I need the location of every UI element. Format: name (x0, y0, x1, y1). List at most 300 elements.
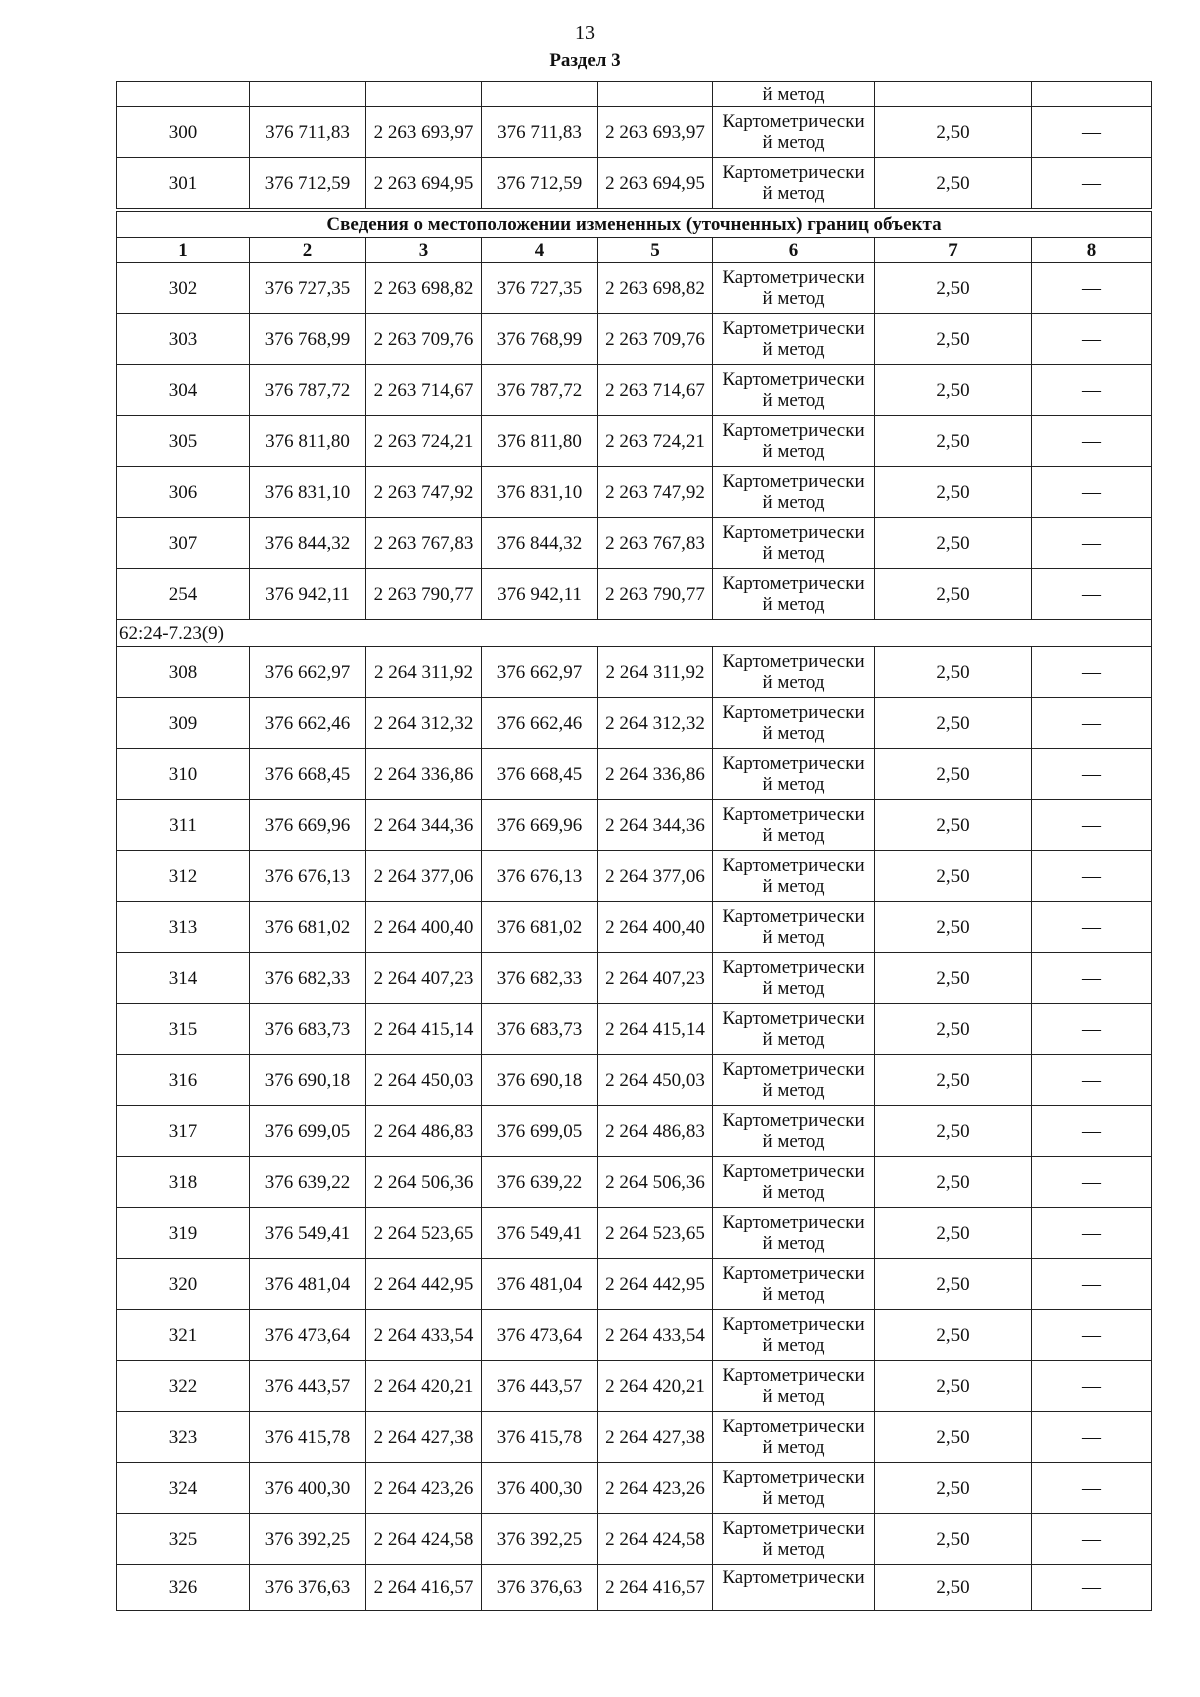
method-cell (713, 467, 875, 518)
coord-y-existing-cell: 2 263 747,92 (366, 467, 482, 518)
accuracy-cell: 2,50 (875, 647, 1032, 698)
method-line-1: Картометрически (722, 1518, 865, 1539)
page-number: 13 (575, 22, 595, 44)
coord-y-existing-cell: 2 263 698,82 (366, 263, 482, 314)
method-cell (713, 1565, 875, 1611)
point-number-cell: 326 (117, 1565, 250, 1611)
coord-x-existing-cell: 376 392,25 (250, 1514, 366, 1565)
column-number-cell: 7 (875, 238, 1032, 263)
table-row (117, 314, 1152, 365)
dash-cell: — (1032, 1208, 1152, 1259)
method-line-2: й метод (762, 1437, 825, 1458)
dash-cell: — (1032, 518, 1152, 569)
column-number-cell: 5 (598, 238, 713, 263)
accuracy-cell: 2,50 (875, 467, 1032, 518)
coord-y-new-cell: 2 264 486,83 (598, 1106, 713, 1157)
accuracy-cell: 2,50 (875, 416, 1032, 467)
table-row (117, 902, 1152, 953)
coord-x-new-cell: 376 768,99 (482, 314, 598, 365)
coord-x-new-cell: 376 681,02 (482, 902, 598, 953)
accuracy-cell: 2,50 (875, 1208, 1032, 1259)
accuracy-cell: 2,50 (875, 698, 1032, 749)
coord-x-existing-cell: 376 831,10 (250, 467, 366, 518)
accuracy-cell: 2,50 (875, 1412, 1032, 1463)
method-line-1: Картометрически (722, 702, 865, 723)
method-line-2: й метод (762, 1131, 825, 1152)
coord-y-new-cell: 2 264 400,40 (598, 902, 713, 953)
point-number-cell: 302 (117, 263, 250, 314)
coord-x-new-cell: 376 727,35 (482, 263, 598, 314)
method-line-2: й метод (762, 339, 825, 360)
method-cell (713, 1004, 875, 1055)
coord-x-new-cell: 376 549,41 (482, 1208, 598, 1259)
method-cell (713, 800, 875, 851)
method-line-1: Картометрически (722, 1110, 865, 1131)
coord-x-existing-cell: 376 481,04 (250, 1259, 366, 1310)
accuracy-cell: 2,50 (875, 1361, 1032, 1412)
dash-cell: — (1032, 1565, 1152, 1611)
table-row (117, 107, 1152, 158)
coord-x-new-cell: 376 676,13 (482, 851, 598, 902)
section-header-cell: Сведения о местоположении измененных (уточненных) границ объекта (117, 210, 1152, 238)
coord-x-existing-cell: 376 682,33 (250, 953, 366, 1004)
method-cell (713, 1259, 875, 1310)
coord-x-existing-cell: 376 639,22 (250, 1157, 366, 1208)
method-line-1: Картометрически (722, 651, 865, 672)
table-row (117, 1565, 1152, 1611)
coord-y-existing-cell: 2 263 694,95 (366, 158, 482, 211)
coord-y-new-cell: 2 264 415,14 (598, 1004, 713, 1055)
column-number-cell: 2 (250, 238, 366, 263)
coord-x-existing-cell: 376 662,46 (250, 698, 366, 749)
coord-y-existing-cell: 2 263 767,83 (366, 518, 482, 569)
coord-y-new-cell: 2 263 790,77 (598, 569, 713, 620)
accuracy-cell: 2,50 (875, 1004, 1032, 1055)
accuracy-cell: 2,50 (875, 1514, 1032, 1565)
coord-x-existing-cell: 376 376,63 (250, 1565, 366, 1611)
accuracy-cell: 2,50 (875, 1106, 1032, 1157)
method-line-2: й метод (762, 543, 825, 564)
method-line-1: Картометрически (722, 573, 865, 594)
coord-x-existing-cell: 376 681,02 (250, 902, 366, 953)
coord-y-new-cell: 2 263 693,97 (598, 107, 713, 158)
section-title: Раздел 3 (549, 50, 621, 71)
method-line-1: Картометрически (722, 855, 865, 876)
point-number-cell: 313 (117, 902, 250, 953)
coord-y-new-cell: 2 263 747,92 (598, 467, 713, 518)
coord-x-existing-cell: 376 473,64 (250, 1310, 366, 1361)
table-row (117, 158, 1152, 211)
dash-cell: — (1032, 569, 1152, 620)
point-number-cell: 309 (117, 698, 250, 749)
dash-cell: — (1032, 263, 1152, 314)
point-number-cell: 307 (117, 518, 250, 569)
dash-cell: — (1032, 953, 1152, 1004)
accuracy-cell: 2,50 (875, 1259, 1032, 1310)
point-number-cell: 306 (117, 467, 250, 518)
method-cell (713, 158, 875, 211)
coord-x-existing-cell: 376 844,32 (250, 518, 366, 569)
method-line-2: й метод (762, 390, 825, 411)
method-line-2: й метод (762, 1182, 825, 1203)
point-number-cell: 325 (117, 1514, 250, 1565)
accuracy-cell: 2,50 (875, 953, 1032, 1004)
method-line-2: й метод (762, 441, 825, 462)
column-number-cell: 3 (366, 238, 482, 263)
table-row (117, 1208, 1152, 1259)
coord-x-new-cell: 376 712,59 (482, 158, 598, 211)
continuation-row (117, 82, 1152, 107)
point-number-cell: 318 (117, 1157, 250, 1208)
table-row (117, 1259, 1152, 1310)
coord-y-existing-cell: 2 263 709,76 (366, 314, 482, 365)
coord-x-new-cell: 376 662,97 (482, 647, 598, 698)
coord-x-existing-cell: 376 443,57 (250, 1361, 366, 1412)
coord-y-new-cell: 2 264 336,86 (598, 749, 713, 800)
coord-x-new-cell: 376 639,22 (482, 1157, 598, 1208)
method-line-1: Картометрически (722, 267, 865, 288)
dash-cell: — (1032, 647, 1152, 698)
table-row (117, 518, 1152, 569)
point-number-cell: 314 (117, 953, 250, 1004)
method-line-1: Картометрически (722, 111, 865, 132)
coord-y-existing-cell: 2 264 336,86 (366, 749, 482, 800)
coord-x-existing-cell: 376 683,73 (250, 1004, 366, 1055)
group-label-row (117, 620, 1152, 647)
coord-y-existing-cell: 2 263 714,67 (366, 365, 482, 416)
table-row (117, 467, 1152, 518)
coord-x-existing-cell: 376 942,11 (250, 569, 366, 620)
coord-x-existing-cell: 376 549,41 (250, 1208, 366, 1259)
accuracy-cell: 2,50 (875, 1157, 1032, 1208)
table-row (117, 1055, 1152, 1106)
coord-y-new-cell: 2 264 423,26 (598, 1463, 713, 1514)
coord-x-new-cell: 376 699,05 (482, 1106, 598, 1157)
method-line-2: й метод (762, 1080, 825, 1101)
method-line-1: Картометрически (722, 369, 865, 390)
coord-y-existing-cell: 2 264 450,03 (366, 1055, 482, 1106)
empty-cell (117, 82, 250, 107)
method-cell (713, 1463, 875, 1514)
accuracy-cell: 2,50 (875, 851, 1032, 902)
method-line-1: Картометрически (722, 957, 865, 978)
table-row (117, 1310, 1152, 1361)
coord-y-new-cell: 2 264 344,36 (598, 800, 713, 851)
point-number-cell: 320 (117, 1259, 250, 1310)
coord-y-existing-cell: 2 264 377,06 (366, 851, 482, 902)
coord-x-new-cell: 376 831,10 (482, 467, 598, 518)
method-cell (713, 1361, 875, 1412)
coord-y-existing-cell: 2 264 400,40 (366, 902, 482, 953)
dash-cell: — (1032, 416, 1152, 467)
method-line-2: й метод (762, 672, 825, 693)
point-number-cell: 311 (117, 800, 250, 851)
column-number-row (117, 238, 1152, 263)
dash-cell: — (1032, 107, 1152, 158)
coord-x-existing-cell: 376 787,72 (250, 365, 366, 416)
method-line-2: й метод (762, 288, 825, 309)
method-cell (713, 851, 875, 902)
method-cell (713, 1157, 875, 1208)
dash-cell: — (1032, 1463, 1152, 1514)
point-number-cell: 323 (117, 1412, 250, 1463)
coord-x-new-cell: 376 668,45 (482, 749, 598, 800)
accuracy-cell: 2,50 (875, 314, 1032, 365)
coord-x-existing-cell: 376 415,78 (250, 1412, 366, 1463)
coord-y-new-cell: 2 263 714,67 (598, 365, 713, 416)
coord-y-new-cell: 2 263 698,82 (598, 263, 713, 314)
table-row (117, 851, 1152, 902)
coord-x-new-cell: 376 669,96 (482, 800, 598, 851)
coord-x-existing-cell: 376 711,83 (250, 107, 366, 158)
point-number-cell: 301 (117, 158, 250, 211)
column-number-cell: 8 (1032, 238, 1152, 263)
coord-y-new-cell: 2 264 416,57 (598, 1565, 713, 1611)
dash-cell: — (1032, 314, 1152, 365)
empty-cell (250, 82, 366, 107)
coord-y-new-cell: 2 264 407,23 (598, 953, 713, 1004)
accuracy-cell: 2,50 (875, 1310, 1032, 1361)
table-row (117, 1412, 1152, 1463)
accuracy-cell: 2,50 (875, 263, 1032, 314)
method-line-2: й метод (762, 1488, 825, 1509)
method-line-2: й метод (762, 492, 825, 513)
point-number-cell: 303 (117, 314, 250, 365)
column-number-cell: 1 (117, 238, 250, 263)
accuracy-cell: 2,50 (875, 1565, 1032, 1611)
coord-y-new-cell: 2 263 724,21 (598, 416, 713, 467)
accuracy-cell: 2,50 (875, 365, 1032, 416)
coordinates-table-body (117, 82, 1152, 1611)
method-cell (713, 1208, 875, 1259)
coord-y-new-cell: 2 263 694,95 (598, 158, 713, 211)
coord-x-new-cell: 376 711,83 (482, 107, 598, 158)
coord-y-new-cell: 2 264 523,65 (598, 1208, 713, 1259)
coord-x-existing-cell: 376 811,80 (250, 416, 366, 467)
coord-y-new-cell: 2 263 709,76 (598, 314, 713, 365)
coord-x-new-cell: 376 942,11 (482, 569, 598, 620)
method-cell (713, 902, 875, 953)
table-row (117, 1361, 1152, 1412)
coord-y-existing-cell: 2 264 312,32 (366, 698, 482, 749)
empty-cell (482, 82, 598, 107)
coord-x-existing-cell: 376 668,45 (250, 749, 366, 800)
point-number-cell: 300 (117, 107, 250, 158)
method-line-2: й метод (762, 1539, 825, 1560)
coord-y-new-cell: 2 264 311,92 (598, 647, 713, 698)
coord-x-new-cell: 376 682,33 (482, 953, 598, 1004)
method-line-1: Картометрически (722, 906, 865, 927)
method-cell (713, 314, 875, 365)
coord-y-existing-cell: 2 264 416,57 (366, 1565, 482, 1611)
coord-x-new-cell: 376 392,25 (482, 1514, 598, 1565)
coord-x-new-cell: 376 690,18 (482, 1055, 598, 1106)
accuracy-cell: 2,50 (875, 107, 1032, 158)
coord-x-new-cell: 376 481,04 (482, 1259, 598, 1310)
method-cell (713, 1310, 875, 1361)
method-line-2: й метод (762, 132, 825, 153)
coord-x-existing-cell: 376 676,13 (250, 851, 366, 902)
method-line-1: Картометрически (722, 1161, 865, 1182)
accuracy-cell: 2,50 (875, 569, 1032, 620)
method-cell (713, 749, 875, 800)
accuracy-cell: 2,50 (875, 1055, 1032, 1106)
dash-cell: — (1032, 851, 1152, 902)
method-cell (713, 569, 875, 620)
method-cell (713, 1514, 875, 1565)
dash-cell: — (1032, 749, 1152, 800)
table-row (117, 1463, 1152, 1514)
method-line-2: й метод (762, 723, 825, 744)
accuracy-cell: 2,50 (875, 518, 1032, 569)
method-line-1: Картометрически (722, 1314, 865, 1335)
method-line-1: Картометрически (722, 522, 865, 543)
coord-y-existing-cell: 2 264 506,36 (366, 1157, 482, 1208)
method-line-1: Картометрически (722, 1416, 865, 1437)
coord-x-new-cell: 376 683,73 (482, 1004, 598, 1055)
table-row (117, 1004, 1152, 1055)
method-line-2: й метод (762, 594, 825, 615)
dash-cell: — (1032, 1259, 1152, 1310)
coord-y-existing-cell: 2 264 523,65 (366, 1208, 482, 1259)
coord-y-existing-cell: 2 264 433,54 (366, 1310, 482, 1361)
table-row (117, 1157, 1152, 1208)
coord-x-existing-cell: 376 727,35 (250, 263, 366, 314)
point-number-cell: 322 (117, 1361, 250, 1412)
coord-y-existing-cell: 2 264 423,26 (366, 1463, 482, 1514)
coord-y-existing-cell: 2 264 311,92 (366, 647, 482, 698)
point-number-cell: 319 (117, 1208, 250, 1259)
coord-y-existing-cell: 2 264 442,95 (366, 1259, 482, 1310)
coord-y-existing-cell: 2 263 693,97 (366, 107, 482, 158)
coord-x-existing-cell: 376 768,99 (250, 314, 366, 365)
method-line-1: Картометрически (722, 753, 865, 774)
table-row (117, 1106, 1152, 1157)
method-cell (713, 365, 875, 416)
coord-x-new-cell: 376 400,30 (482, 1463, 598, 1514)
method-line-2: й метод (762, 774, 825, 795)
accuracy-cell: 2,50 (875, 902, 1032, 953)
method-cell (713, 518, 875, 569)
coord-x-new-cell: 376 376,63 (482, 1565, 598, 1611)
dash-cell: — (1032, 1361, 1152, 1412)
dash-cell: — (1032, 1514, 1152, 1565)
dash-cell: — (1032, 467, 1152, 518)
coord-x-existing-cell: 376 400,30 (250, 1463, 366, 1514)
method-line-1: Картометрически (722, 162, 865, 183)
table-row (117, 953, 1152, 1004)
method-line-2: й метод (762, 1284, 825, 1305)
coord-y-new-cell: 2 264 442,95 (598, 1259, 713, 1310)
method-line-2: й метод (762, 1233, 825, 1254)
method-cell (713, 953, 875, 1004)
coord-x-new-cell: 376 844,32 (482, 518, 598, 569)
coord-y-new-cell: 2 264 424,58 (598, 1514, 713, 1565)
coord-y-new-cell: 2 264 433,54 (598, 1310, 713, 1361)
method-line-1: Картометрически (722, 318, 865, 339)
method-cell (713, 698, 875, 749)
point-number-cell: 254 (117, 569, 250, 620)
point-number-cell: 304 (117, 365, 250, 416)
dash-cell: — (1032, 365, 1152, 416)
method-cell (713, 416, 875, 467)
method-cell (713, 1055, 875, 1106)
coord-y-existing-cell: 2 263 724,21 (366, 416, 482, 467)
point-number-cell: 305 (117, 416, 250, 467)
coord-x-existing-cell: 376 699,05 (250, 1106, 366, 1157)
point-number-cell: 317 (117, 1106, 250, 1157)
point-number-cell: 308 (117, 647, 250, 698)
coord-y-existing-cell: 2 264 427,38 (366, 1412, 482, 1463)
method-line-1: Картометрически (722, 1212, 865, 1233)
dash-cell: — (1032, 1004, 1152, 1055)
table-row (117, 698, 1152, 749)
dash-cell: — (1032, 1157, 1152, 1208)
point-number-cell: 321 (117, 1310, 250, 1361)
table-row (117, 263, 1152, 314)
coord-y-new-cell: 2 264 427,38 (598, 1412, 713, 1463)
method-line-1: Картометрически (722, 420, 865, 441)
empty-cell (598, 82, 713, 107)
method-line-1: Картометрически (722, 1008, 865, 1029)
coord-x-new-cell: 376 415,78 (482, 1412, 598, 1463)
method-line-2: й метод (762, 1386, 825, 1407)
coord-x-new-cell: 376 787,72 (482, 365, 598, 416)
coord-y-existing-cell: 2 264 407,23 (366, 953, 482, 1004)
coord-x-existing-cell: 376 662,97 (250, 647, 366, 698)
table-row (117, 365, 1152, 416)
point-number-cell: 315 (117, 1004, 250, 1055)
accuracy-cell: 2,50 (875, 158, 1032, 211)
method-cell (713, 107, 875, 158)
table-row (117, 749, 1152, 800)
coord-y-existing-cell: 2 264 486,83 (366, 1106, 482, 1157)
method-line-2: й метод (762, 825, 825, 846)
coord-y-new-cell: 2 263 767,83 (598, 518, 713, 569)
empty-cell (366, 82, 482, 107)
method-cell: й метод (713, 82, 875, 107)
coord-y-existing-cell: 2 264 415,14 (366, 1004, 482, 1055)
method-line-1: Картометрически (722, 1059, 865, 1080)
group-label-cell: 62:24-7.23(9) (117, 620, 1152, 647)
method-line-1: Картометрически (722, 471, 865, 492)
coord-y-new-cell: 2 264 377,06 (598, 851, 713, 902)
coord-y-existing-cell: 2 263 790,77 (366, 569, 482, 620)
coord-x-new-cell: 376 811,80 (482, 416, 598, 467)
method-line-2: й метод (762, 927, 825, 948)
table-row (117, 800, 1152, 851)
coord-y-new-cell: 2 264 312,32 (598, 698, 713, 749)
dash-cell: — (1032, 1412, 1152, 1463)
coord-x-new-cell: 376 443,57 (482, 1361, 598, 1412)
coordinates-table (116, 81, 1152, 1611)
method-cell (713, 647, 875, 698)
empty-cell (1032, 82, 1152, 107)
empty-cell (875, 82, 1032, 107)
point-number-cell: 310 (117, 749, 250, 800)
coord-y-existing-cell: 2 264 344,36 (366, 800, 482, 851)
method-line-1: Картометрически (722, 1467, 865, 1488)
dash-cell: — (1032, 698, 1152, 749)
table-row (117, 416, 1152, 467)
coord-x-existing-cell: 376 690,18 (250, 1055, 366, 1106)
coord-x-existing-cell: 376 669,96 (250, 800, 366, 851)
method-line-1: Картометрически (722, 1365, 865, 1386)
method-line-2: й метод (762, 183, 825, 204)
method-line-2: й метод (762, 1029, 825, 1050)
dash-cell: — (1032, 902, 1152, 953)
dash-cell: — (1032, 1310, 1152, 1361)
